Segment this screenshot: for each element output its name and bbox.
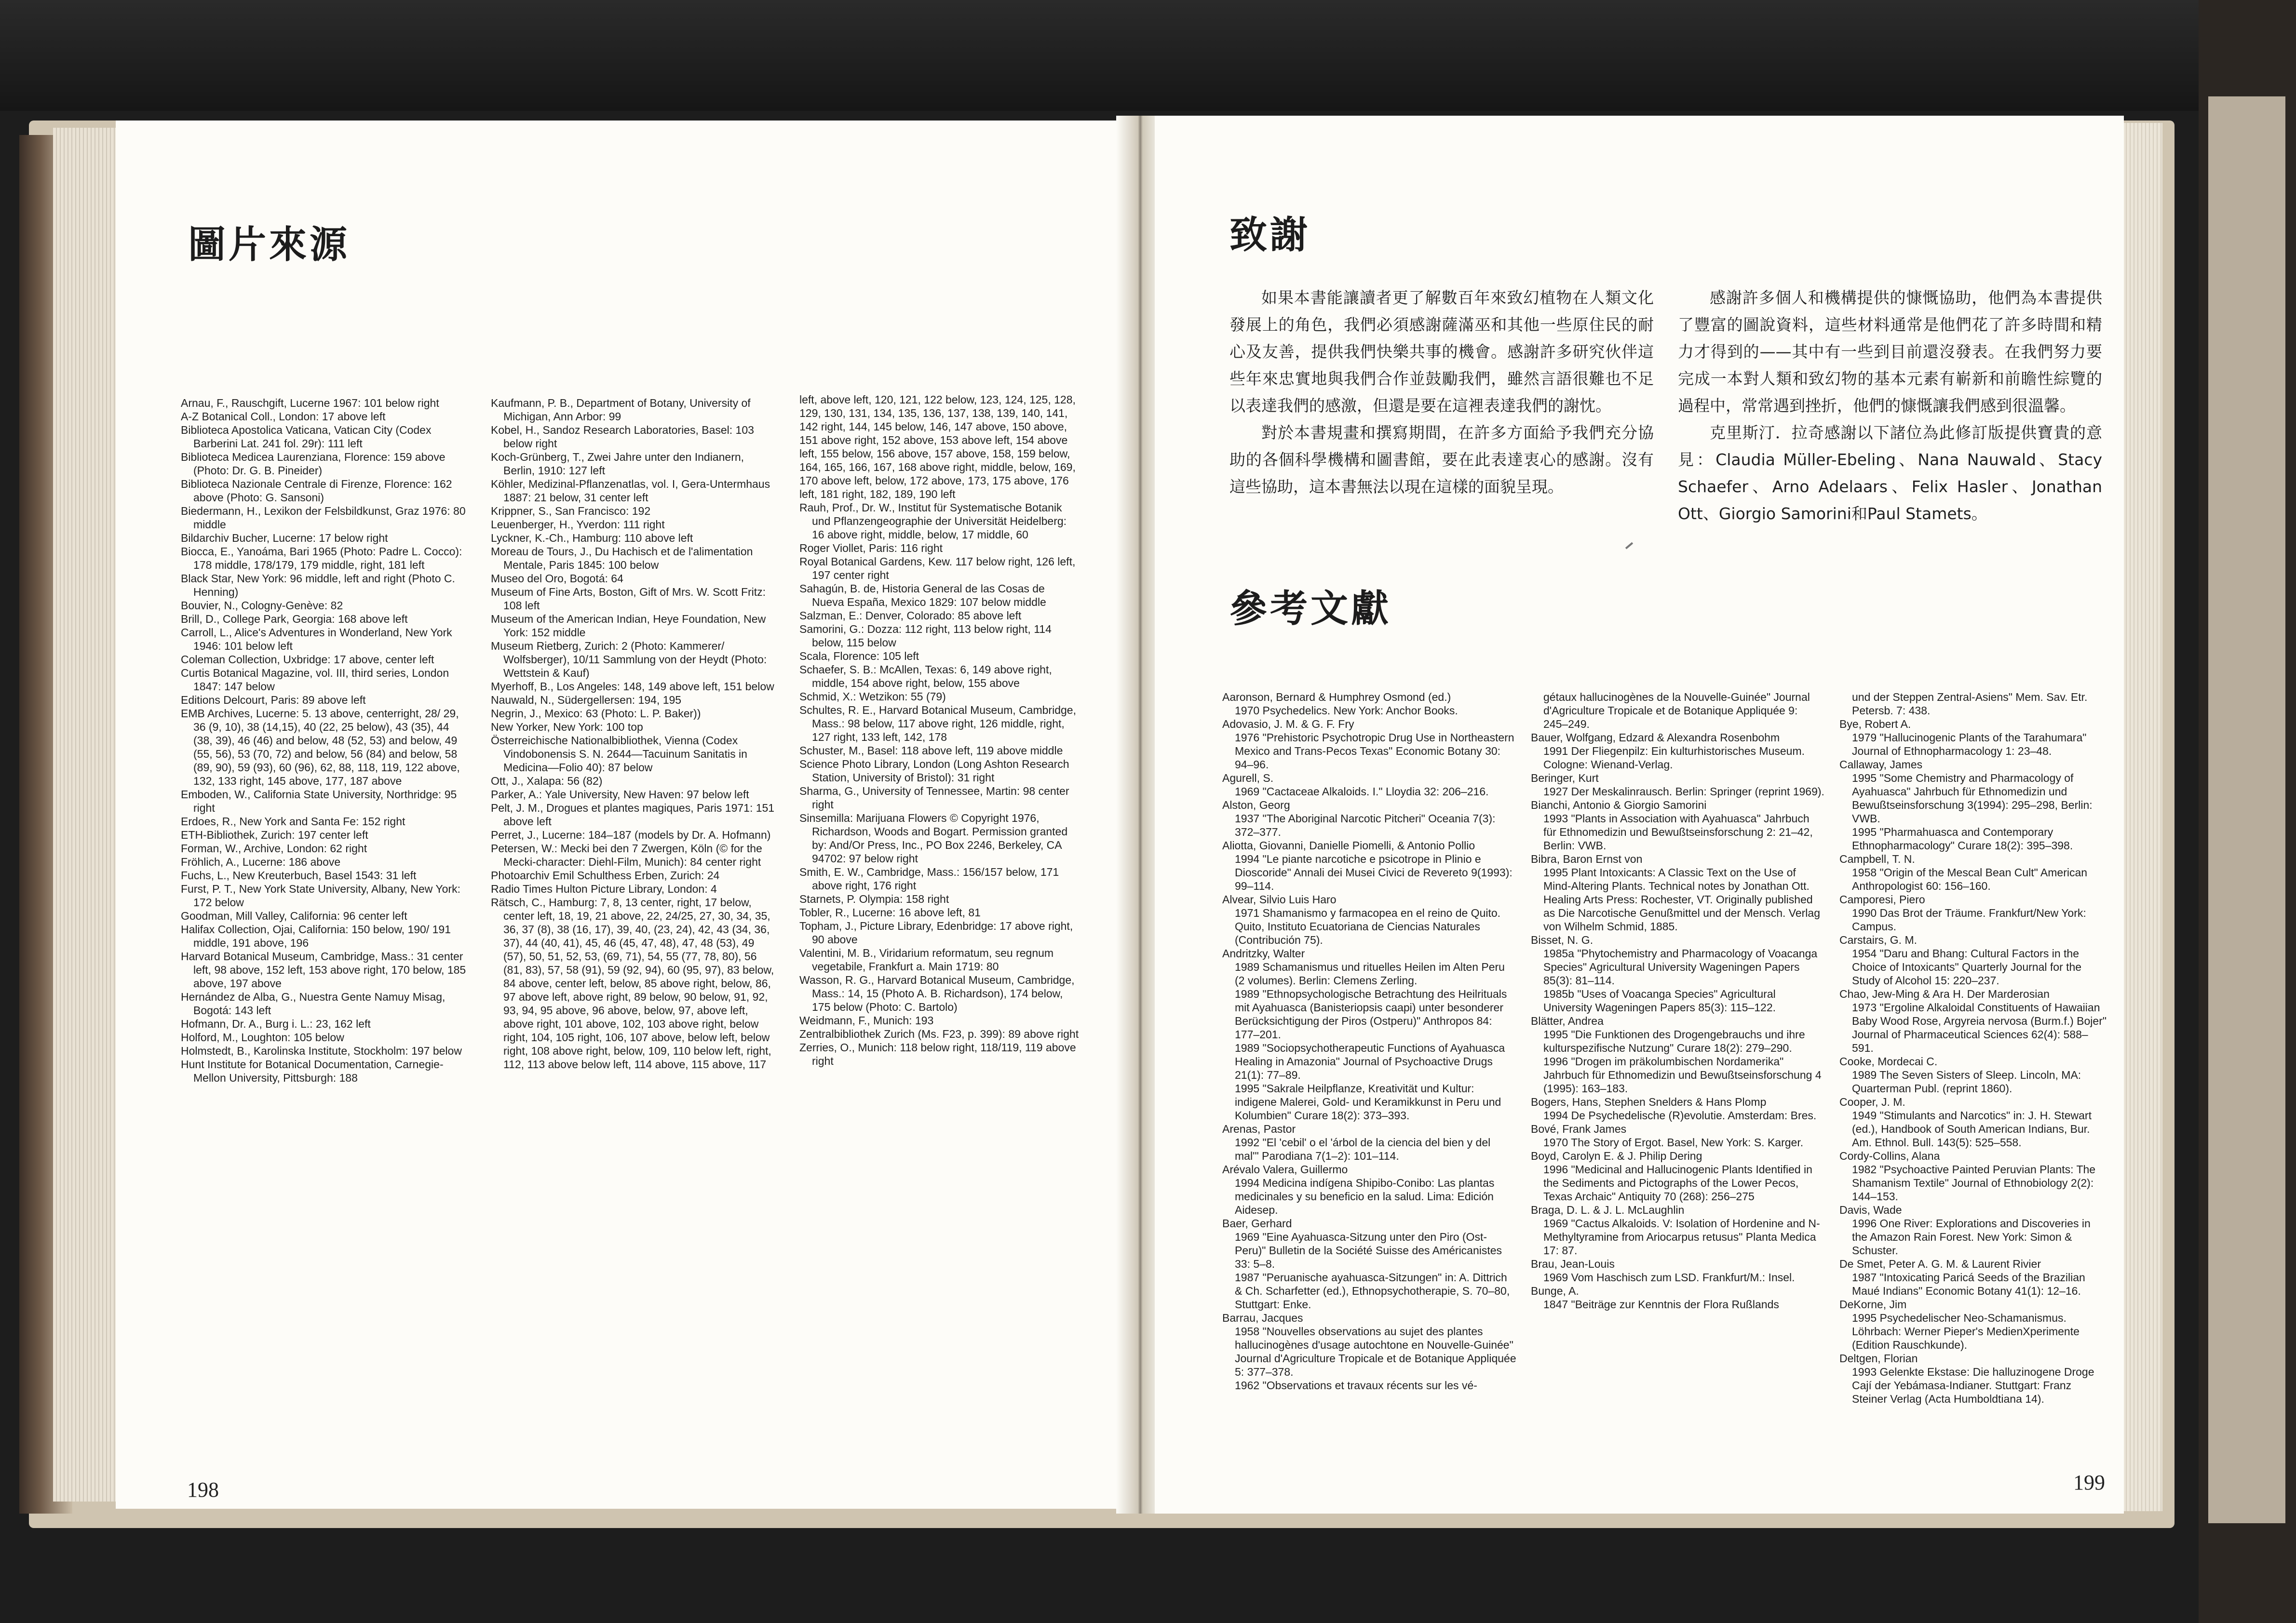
reference-entry: 1969 "Eine Ayahuasca-Sitzung unter den Piro (Ost-Peru)" Bulletin de la Société Suisse des Américanistes 33: 5–8. [1235,1231,1502,1270]
credit-entry: Editions Delcourt, Paris: 89 above left [181,694,366,706]
reference-entry: 1989 "Sociopsychotherapeutic Functions of Ayahuasca Healing in Amazonia" Journal of Psychoactive Drugs 21(1): 77–89. [1235,1042,1505,1081]
credit-entry: Goodman, Mill Valley, California: 96 center left [181,910,407,922]
credit-entry: Hernández de Alba, G., Nuestra Gente Namuy Misag, Bogotá: 143 left [181,991,446,1017]
credit-entry: Petersen, W.: Mecki bei den 7 Zwergen, Köln (© for the Mecki-character: Diehl-Film, Munich): 84 center right [491,842,762,868]
reference-entry: 1985b "Uses of Voacanga Species" Agricultural University Wageningen Papers 85(3): 115–122. [1543,988,1776,1014]
reference-author: Camporesi, Piero [1839,893,1925,906]
reference-author: Bauer, Wolfgang, Edzard & Alexandra Rosenbohm [1531,731,1780,744]
reference-entry: 1969 Vom Haschisch zum LSD. Frankfurt/M.: Insel. [1543,1271,1795,1284]
reference-author: Carstairs, G. M. [1839,934,1918,946]
reference-entry: 1995 "Sakrale Heilpflanze, Kreativität und Kultur: indigene Malerei, Gold- und Keramikkunst in Peru und Kolumbien" Curare 18(2): 373–393. [1235,1082,1501,1122]
page-stack-left [53,128,116,1502]
reference-entry: 1847 "Beiträge zur Kenntnis der Flora Rußlands [1543,1298,1779,1311]
credit-entry: EMB Archives, Lucerne: 5. 13 above, centerright, 28/ 29, 36 (9, 10), 38 (14,15), 40 (22, 25 below), 43 (35), 44 (38, 39), 46 (46) and below, 48 (52, 53) and below, 49 (55, 56), 53 (70, 72) and below, 56 (84) and below, 58 (89, 90), 59 (93), 60 (96), 62, 88, 118, 119, 122 above, 132, 133 right, 145 above, 177, 187 above [181,707,460,787]
reference-author: Adovasio, J. M. & G. F. Fry [1222,718,1354,730]
credit-entry: Museo del Oro, Bogotá: 64 [491,572,623,585]
credit-entry: Samorini, G.: Dozza: 112 right, 113 below right, 114 below, 115 below [799,623,1052,649]
reference-author: Chao, Jew-Ming & Ara H. Der Marderosian [1839,988,2050,1000]
reference-author: Andritzky, Walter [1222,947,1305,960]
credit-entry: Science Photo Library, London (Long Ashton Research Station, University of Bristol): 31 right [799,758,1069,784]
reference-entry: 1969 "Cactus Alkaloids. V: Isolation of Hordenine and N-Methyltyramine from Ariocarpus retusus" Planta Medica 17: 87. [1543,1217,1820,1257]
reference-entry: gétaux hallucinogènes de la Nouvelle-Guinée" Journal d'Agriculture Tropicale et de Botanique Appliquée 9: 245–249. [1543,691,1810,730]
credit-entry: Negrin, J., Mexico: 63 (Photo: L. P. Baker)) [491,707,701,720]
reference-entry: 1949 "Stimulants and Narcotics" in: J. H. Stewart (ed.), Handbook of South American Indians, Bur. Am. Ethnol. Bull. 143(5): 525–558. [1852,1109,2092,1149]
credit-entry: Sinsemilla: Marijuana Flowers © Copyright 1976, Richardson, Woods and Bogart. Permission granted by: And/Or Press, Inc., PO Box 2246, Berkeley, CA 94702: 97 below right [799,812,1068,865]
reference-entry: 1979 "Hallucinogenic Plants of the Tarahumara" Journal of Ethnopharmacology 1: 23–48. [1852,731,2087,757]
credit-entry: Sharma, G., University of Tennessee, Martin: 98 center right [799,785,1069,811]
reference-author: De Smet, Peter A. G. M. & Laurent Rivier [1839,1258,2041,1270]
credit-entry: Emboden, W., California State University, Northridge: 95 right [181,788,457,814]
reference-entry: 1994 "Le piante narcotiche e psicotrope in Plinio e Dioscoride" Annali dei Musei Civici de Revereto 9(1993): 99–114. [1235,853,1513,892]
credit-entry: Museum of the American Indian, Heye Foundation, New York: 152 middle [491,613,766,639]
credit-entry: Kobel, H., Sandoz Research Laboratories, Basel: 103 below right [491,424,754,450]
credit-entry: Köhler, Medizinal-Pflanzenatlas, vol. I, Gera-Untermhaus 1887: 21 below, 31 center left [491,478,770,504]
credits-column-3 [799,393,1079,1068]
reference-author: Blätter, Andrea [1531,1015,1604,1027]
credit-entry: Fröhlich, A., Lucerne: 186 above [181,856,341,868]
credit-entry: Fuchs, L., New Kreuterbuch, Basel 1543: 31 left [181,869,417,882]
credit-entry: Ott, J., Xalapa: 56 (82) [491,775,603,787]
reference-entry: 1976 "Prehistoric Psychotropic Drug Use in Northeastern Mexico and Trans-Pecos Texas" Economic Botany 30: 94–96. [1235,731,1514,771]
reference-entry: 1989 Schamanismus und rituelles Heilen im Alten Peru (2 volumes). Berlin: Clemens Zerling. [1235,961,1505,987]
reference-entry: 1994 De Psychedelische (R)evolutie. Amsterdam: Bres. [1543,1109,1817,1122]
reference-entry: 1937 "The Aboriginal Narcotic Pitcheri" Oceania 7(3): 372–377. [1235,812,1496,838]
credit-entry: left, above left, 120, 121, 122 below, 123, 124, 125, 128, 129, 130, 131, 134, 135, 136, 137, 138, 139, 140, 141, 142 right, 144, 145 below, 146, 147 above, 150 above, 151 above right, 152 above, 153 above left, 154 above left, 155 below, 156 above, 157 above, 158, 159 below, 164, 165, 166, 167, 168 above right, middle, below, 169, 170 above left, below, 172 above, 173, 175 above, 176 left, 181 right, 182, 189, 190 left [799,393,1076,500]
credit-entry: Biblioteca Apostolica Vaticana, Vatican City (Codex Barberini Lat. 241 fol. 29r): 111 left [181,424,432,450]
credit-entry: Leuenberger, H., Yverdon: 111 right [491,518,665,531]
credit-entry: Parker, A.: Yale University, New Haven: 97 below left [491,788,749,801]
credit-entry: Brill, D., College Park, Georgia: 168 above left [181,613,408,625]
credit-entry: Biedermann, H., Lexikon der Felsbildkunst, Graz 1976: 80 middle [181,505,466,531]
reference-entry: 1993 "Plants in Association with Ayahuasca" Jahrbuch für Ethnomedizin und Bewußtseinsforschung 2: 21–42, Berlin: VWB. [1543,812,1813,852]
reference-author: Arévalo Valera, Guillermo [1222,1163,1348,1176]
page-number-right: 199 [2073,1471,2105,1494]
credit-entry: Valentini, M. B., Viridarium reformatum, seu regnum vegetabile, Frankfurt a. Main 1719: 80 [799,947,1054,973]
acknowledgement-paragraph: 對於本書規畫和撰寫期間，在許多方面給予我們充分協助的各個科學機構和圖書館，要在此表達衷心的感謝。沒有這些協助，這本書無法以現在這樣的面貌呈現。 [1229,423,1654,496]
credit-entry: Tobler, R., Lucerne: 16 above left, 81 [799,906,981,919]
credit-entry: Krippner, S., San Francisco: 192 [491,505,651,517]
reference-author: Cordy-Collins, Alana [1839,1150,1940,1162]
reference-author: Aliotta, Giovanni, Danielle Piomelli, & Antonio Pollio [1222,839,1475,852]
reference-author: Callaway, James [1839,758,1923,771]
credits-column-1 [181,396,468,1085]
credit-entry: Black Star, New York: 96 middle, left and right (Photo C. Henning) [181,572,455,598]
references-column-2 [1531,690,1825,1311]
reference-author: Brau, Jean-Louis [1531,1258,1615,1270]
reference-author: Bové, Frank James [1531,1123,1627,1135]
reference-author: Aaronson, Bernard & Humphrey Osmond (ed.) [1222,691,1451,703]
credit-entry: Curtis Botanical Magazine, vol. III, third series, London 1847: 147 below [181,667,449,693]
reference-entry: 1927 Der Meskalinrausch. Berlin: Springer (reprint 1969). [1543,785,1824,798]
reference-entry: 1989 The Seven Sisters of Sleep. Lincoln, MA: Quarterman Publ. (reprint 1860). [1852,1069,2081,1095]
reference-author: Davis, Wade [1839,1204,1902,1216]
credit-entry: Rätsch, C., Hamburg: 7, 8, 13 center, right, 17 below, center left, 18, 19, 21 above, 22, 24/25, 27, 30, 34, 35, 36, 37 (8), 38 (16, 17), 39, 40, (23, 24), 42, 43 (34, 36, 37), 44 (40, 41), 45, 46 (45, 47, 48), 47, 48 (53), 49 (57), 50, 51, 52, 53, (69, 71), 54, 55 (77, 78, 80), 56 (81, 83), 57, 58 (91), 59 (92, 94), 60 (95, 97), 83 below, 84 above, center left, below, 85 above right, below, 86, 97 above left, above right, 89 below, 90 below, 91, 92, 93, 94, 95 above, 96 above, below, 97, above left, above right, 101 above, 102, 103 above right, below right, 104, 105 right, 106, 107 above, below left, below right, 108 above right, below, 109, 110 below left, right, 112, 113 above below left, 114 above, 115 above, 117 [491,896,774,1071]
credit-entry: Zerries, O., Munich: 118 below right, 118/119, 119 above right [799,1041,1076,1067]
credit-entry: Schultes, R. E., Harvard Botanical Museum, Cambridge, Mass.: 98 below, 117 above right, 126 middle, right, 127 right, 133 left, 142, 178 [799,704,1076,743]
credit-entry: Nauwald, N., Südergellersen: 194, 195 [491,694,682,706]
reference-entry: 1995 "Pharmahuasca and Contemporary Ethnopharmacology" Curare 18(2): 395–398. [1852,826,2073,852]
credit-entry: New Yorker, New York: 100 top [491,721,643,733]
credit-entry: Topham, J., Picture Library, Edenbridge: 17 above right, 90 above [799,920,1073,946]
credit-entry: Harvard Botanical Museum, Cambridge, Mass.: 31 center left, 98 above, 152 left, 153 above right, 170 below, 185 above, 197 above [181,950,466,990]
acknowledgement-paragraph: 克里斯汀．拉奇感謝以下諸位為此修訂版提供寶貴的意見：Claudia Müller-Ebeling、Nana Nauwald、Stacy Schaefer、Arno Adelaars、Felix Hasler、Jonathan Ott、Giorgio Samorini和Paul Stamets。 [1678,423,2102,523]
reference-entry: 1991 Der Fliegenpilz: Ein kulturhistorisches Museum. Cologne: Wienand-Verlag. [1543,745,1805,771]
credit-entry: Pelt, J. M., Drogues et plantes magiques, Paris 1971: 151 above left [491,802,775,828]
reference-author: Baer, Gerhard [1222,1217,1292,1230]
credit-entry: Photoarchiv Emil Schulthess Erben, Zurich: 24 [491,869,720,882]
reference-entry: 1996 One River: Explorations and Discoveries in the Amazon Rain Forest. New York: Simon & Schuster. [1852,1217,2091,1257]
reference-entry: 1994 Medicina indígena Shipibo-Conibo: Las plantas medicinales y su beneficio en la salud. Lima: Edición Aidesep. [1235,1177,1495,1216]
credit-entry: Kaufmann, P. B., Department of Botany, University of Michigan, Ann Arbor: 99 [491,397,751,423]
page-stack-right [2119,123,2162,1511]
reference-entry: 1973 "Ergoline Alkaloidal Constituents of Hawaiian Baby Wood Rose, Argyreia nervosa (Burm.f.) Bojer" Journal of Pharmaceutical Sciences 62(4): 588–591. [1852,1001,2107,1054]
credit-entry: Hofmann, Dr. A., Burg i. L.: 23, 162 left [181,1018,371,1030]
reference-entry: 1992 "El 'cebil' o el 'árbol de la ciencia del bien y del mal'" Parodiana 7(1–2): 101–114. [1235,1136,1491,1162]
reference-entry: 1990 Das Brot der Träume. Frankfurt/New York: Campus. [1852,907,2086,933]
reference-author: Alvear, Silvio Luis Haro [1222,893,1337,906]
reference-entry: 1958 "Origin of the Mescal Bean Cult" American Anthropologist 60: 156–160. [1852,866,2088,892]
credit-entry: Holmstedt, B., Karolinska Institute, Stockholm: 197 below [181,1045,462,1057]
credit-entry: ETH-Bibliothek, Zurich: 197 center left [181,829,368,841]
credit-entry: Royal Botanical Gardens, Kew. 117 below right, 126 left, 197 center right [799,555,1076,581]
reference-entry: und der Steppen Zentral-Asiens" Mem. Sav. Etr. Petersb. 7: 438. [1852,691,2088,717]
background-top [0,0,2296,111]
credit-entry: Biblioteca Nazionale Centrale di Firenze, Florence: 162 above (Photo: G. Sansoni) [181,478,452,504]
reference-entry: 1962 "Observations et travaux récents sur les vé- [1235,1379,1477,1392]
credit-entry: Myerhoff, B., Los Angeles: 148, 149 above left, 151 below [491,680,774,693]
reference-entry: 1982 "Psychoactive Painted Peruvian Plants: The Shamanism Textile" Journal of Ethnobiology 2(2): 144–153. [1852,1163,2096,1203]
reference-entry: 1970 The Story of Ergot. Basel, New York: S. Karger. [1543,1136,1804,1149]
reference-entry: 1995 Plant Intoxicants: A Classic Text on the Use of Mind-Altering Plants. Technical notes by Jonathan Ott. Healing Arts Press: Rochester, VT. Originally published as Die Narcotische Genußmittel und der Mensch. Verlag von Wilhelm Schmid, 1885. [1543,866,1820,933]
credit-entry: Hunt Institute for Botanical Documentation, Carnegie-Mellon University, Pittsburgh: 188 [181,1058,444,1084]
credit-entry: Moreau de Tours, J., Du Hachisch et de l'alimentation Mentale, Paris 1845: 100 below [491,545,753,571]
reference-author: Bibra, Baron Ernst von [1531,853,1643,865]
reference-entry: 1995 "Die Funktionen des Drogengebrauchs und ihre kulturspezifische Nutzung" Curare 18(2): 279–290. [1543,1028,1805,1054]
reference-author: Deltgen, Florian [1839,1352,1918,1365]
reference-author: Campbell, T. N. [1839,853,1915,865]
credit-entry: Museum of Fine Arts, Boston, Gift of Mrs. W. Scott Fritz: 108 left [491,586,766,612]
acknowledgement-paragraph: 如果本書能讓讀者更了解數百年來致幻植物在人類文化發展上的角色，我們必須感謝薩滿巫和其他一些原住民的耐心及友善，提供我們快樂共事的機會。感謝許多研究伙伴這些年來忠實地與我們合作並鼓勵我們，雖然言語很難也不足以表達我們的感激，但還是要在這裡表達我們的謝忱。 [1229,288,1654,415]
reference-author: Agurell, S. [1222,772,1274,784]
credit-entry: Smith, E. W., Cambridge, Mass.: 156/157 below, 171 above right, 176 right [799,866,1059,892]
reference-entry: 1996 "Drogen im präkolumbischen Nordamerika" Jahrbuch für Ethnomedizin und Bewußtseinsforschung 4 (1995): 163–183. [1543,1055,1822,1095]
credit-entry: Coleman Collection, Uxbridge: 17 above, center left [181,653,434,666]
credit-entry: Perret, J., Lucerne: 184–187 (models by Dr. A. Hofmann) [491,829,771,841]
credit-entry: Radio Times Hulton Picture Library, London: 4 [491,883,717,895]
background-right [2199,0,2296,1623]
acknowledgements-column-2 [1678,284,2102,527]
reference-author: Bianchi, Antonio & Giorgio Samorini [1531,799,1707,811]
credit-entry: Sahagún, B. de, Historia General de las Cosas de Nueva España, Mexico 1829: 107 below middle [799,582,1046,608]
credit-entry: Österreichische Nationalbibliothek, Vienna (Codex Vindobonensis S. N. 2644—Tacuinum Sanitatis in Medicina—Folio 40): 87 below [491,734,747,774]
reference-author: Beringer, Kurt [1531,772,1599,784]
credit-entry: Weidmann, F., Munich: 193 [799,1014,934,1027]
acknowledgement-paragraph: 感謝許多個人和機構提供的慷慨協助，他們為本書提供了豐富的圖說資料，這些材料通常是他們花了許多時間和精力才得到的——其中有一些到目前還沒發表。在我們努力要完成一本對人類和致幻物的基本元素有嶄新和前瞻性綜覽的過程中，常常遇到挫折，他們的慷慨讓我們感到很溫馨。 [1678,288,2102,415]
credit-entry: Erdoes, R., New York and Santa Fe: 152 right [181,815,405,828]
reference-entry: 1996 "Medicinal and Hallucinogenic Plants Identified in the Sediments and Pictographs of the Lower Pecos, Texas Archaic" Antiquity 70 (268): 256–275 [1543,1163,1812,1203]
reference-author: Boyd, Carolyn E. & J. Philip Dering [1531,1150,1702,1162]
reference-entry: 1958 "Nouvelles observations au sujet des plantes hallucinogènes d'usage autochtone en Nouvelle-Guinée" Journal d'Agriculture Tropicale et de Botanique Appliquée 5: 377–378. [1235,1325,1516,1378]
credit-entry: Furst, P. T., New York State University, Albany, New York: 172 below [181,883,460,909]
credit-entry: Scala, Florence: 105 left [799,650,919,662]
credit-entry: Schaefer, S. B.: McAllen, Texas: 6, 149 above right, middle, 154 above right, below, 155 above [799,663,1052,689]
credit-entry: Schmid, X.: Wetzikon: 55 (79) [799,690,946,703]
credit-entry: Salzman, E.: Denver, Colorado: 85 above left [799,609,1022,622]
page-number-left: 198 [187,1478,219,1502]
reference-author: Cooke, Mordecai C. [1839,1055,1938,1068]
credit-entry: Forman, W., Archive, London: 62 right [181,842,367,855]
reference-entry: 1987 "Intoxicating Paricá Seeds of the Brazilian Maué Indians" Economic Botany 41(1): 12–16. [1852,1271,2085,1297]
credit-entry: Lyckner, K.-Ch., Hamburg: 110 above left [491,532,693,544]
reference-author: Bogers, Hans, Stephen Snelders & Hans Plomp [1531,1096,1767,1108]
picture-credits-title: 圖片來源 [188,223,351,267]
credit-entry: A-Z Botanical Coll., London: 17 above left [181,410,386,423]
credit-entry: Wasson, R. G., Harvard Botanical Museum, Cambridge, Mass.: 14, 15 (Photo A. B. Richardson), 174 below, 175 below (Photo: C. Bartolo) [799,974,1075,1013]
credit-entry: Halifax Collection, Ojai, California: 150 below, 190/ 191 middle, 191 above, 196 [181,923,451,949]
reference-entry: 1971 Shamanismo y farmacopea en el reino de Quito. Quito, Instituto Ecuatoriana de Ciencias Naturales (Contribución 75). [1235,907,1501,946]
reference-author: Barrau, Jacques [1222,1312,1303,1324]
left-page [116,121,1126,1509]
reference-entry: 1985a "Phytochemistry and Pharmacology of Voacanga Species" Agricultural University Wageningen Papers 85(3): 81–114. [1543,947,1818,987]
credit-entry: Carroll, L., Alice's Adventures in Wonderland, New York 1946: 101 below left [181,626,452,652]
credit-entry: Bildarchiv Bucher, Lucerne: 17 below right [181,532,388,544]
credit-entry: Biblioteca Medicea Laurenziana, Florence: 159 above (Photo: Dr. G. B. Pineider) [181,451,446,477]
reference-author: Arenas, Pastor [1222,1123,1296,1135]
references-title: 參考文獻 [1229,587,1392,630]
reference-author: Alston, Georg [1222,799,1290,811]
reference-author: Bunge, A. [1531,1285,1579,1297]
right-page [1155,116,2124,1514]
references-column-1 [1222,690,1516,1392]
credit-entry: Roger Viollet, Paris: 116 right [799,542,943,554]
reference-entry: 1987 "Peruanische ayahuasca-Sitzungen" in: A. Dittrich & Ch. Scharfetter (ed.), Ethnopsychotherapie, S. 70–80, Stuttgart: Enke. [1235,1271,1510,1311]
credit-entry: Biocca, E., Yanoáma, Bari 1965 (Photo: Padre L. Cocco): 178 middle, 178/179, 179 middle, right, 181 left [181,545,462,571]
reference-entry: 1993 Gelenkte Ekstase: Die halluzinogene Droge Cají der Yebámasa-Indianer. Stuttgart: Franz Steiner Verlag (Acta Humboldtiana 14). [1852,1366,2094,1405]
reference-author: DeKorne, Jim [1839,1298,1907,1311]
reference-author: Braga, D. L. & J. L. McLaughlin [1531,1204,1685,1216]
credit-entry: Koch-Grünberg, T., Zwei Jahre unter den Indianern, Berlin, 1910: 127 left [491,451,744,477]
credit-entry: Museum Rietberg, Zurich: 2 (Photo: Kammerer/ Wolfsberger), 10/11 Sammlung von der Heydt (Photo: Wettstein & Kauf) [491,640,767,679]
reference-author: Bye, Robert A. [1839,718,1911,730]
credit-entry: Starnets, P. Olympia: 158 right [799,893,949,905]
reference-entry: 1969 "Cactaceae Alkaloids. I." Lloydia 32: 206–216. [1235,785,1489,798]
reference-author: Bisset, N. G. [1531,934,1594,946]
reference-author: Cooper, J. M. [1839,1096,1905,1108]
reference-entry: 1954 "Daru and Bhang: Cultural Factors in the Choice of Intoxicants" Quarterly Journal for the Study of Alcohol 15: 220–237. [1852,947,2082,987]
reference-entry: 1995 Psychedelischer Neo-Schamanismus. Löhrbach: Werner Pieper's MedienXperimente (Edition Rauschkunde). [1852,1312,2080,1351]
reference-entry: 1989 "Ethnopsychologische Betrachtung des Heilrituals mit Ayahuasca (Banisteriopsis caapi) unter besonderer Berücksichtigung der Piros (Ostperu)" Anthropos 84: 177–201. [1235,988,1507,1041]
credit-entry: Bouvier, N., Cologny-Genève: 82 [181,599,343,612]
reference-entry: 1970 Psychedelics. New York: Anchor Books. [1235,704,1458,717]
credit-entry: Arnau, F., Rauschgift, Lucerne 1967: 101 below right [181,397,439,409]
credits-column-2 [491,396,776,1071]
credit-entry: Zentralbibliothek Zurich (Ms. F23, p. 399): 89 above right [799,1028,1079,1040]
credit-entry: Holford, M., Loughton: 105 below [181,1031,344,1044]
cloth-edge [2208,96,2285,1523]
acknowledgements-column-1 [1229,284,1654,500]
credit-entry: Rauh, Prof., Dr. W., Institut für Systematische Botanik und Pflanzengeographie der Universität Heidelberg: 16 above right, middle, below, 17 middle, 60 [799,501,1067,541]
credit-entry: Schuster, M., Basel: 118 above left, 119 above middle [799,744,1063,757]
references-column-3 [1839,690,2107,1406]
acknowledgements-title: 致謝 [1229,214,1311,257]
reference-entry: 1995 "Some Chemistry and Pharmacology of Ayahuasca" Jahrbuch für Ethnomedizin und Bewußtseinsforschung 3(1994): 295–298, Berlin: VWB. [1852,772,2093,825]
